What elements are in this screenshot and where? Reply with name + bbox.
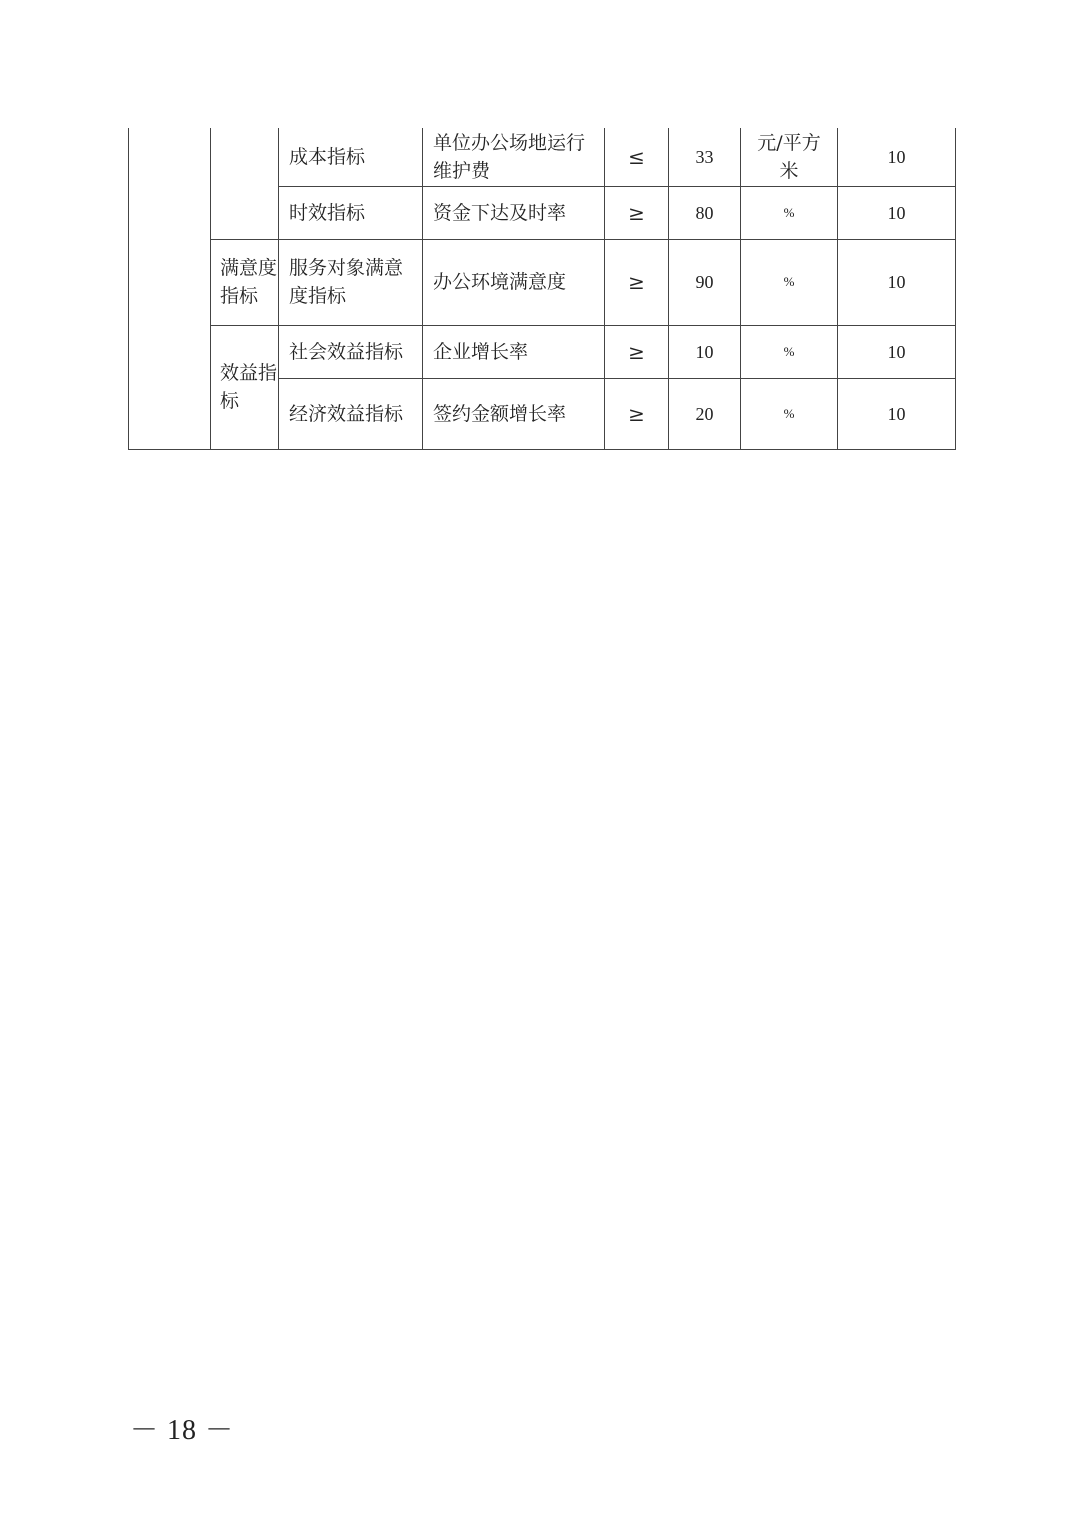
table-row [129, 325, 956, 378]
indicator-name-cell: 企业增长率 [423, 325, 605, 378]
level2-category-cell: 效益指标 [211, 325, 279, 449]
score-cell: 10 [838, 378, 956, 449]
unit-cell: % [741, 239, 838, 325]
table-row [129, 128, 956, 186]
target-value-cell: 33 [669, 128, 741, 186]
indicator-name-cell: 单位办公场地运行维护费 [423, 128, 605, 186]
indicator-name-cell: 资金下达及时率 [423, 186, 605, 239]
level1-category-cell [129, 128, 211, 449]
target-value-cell: 10 [669, 325, 741, 378]
target-value-cell: 80 [669, 186, 741, 239]
page-number: － 18 － [130, 1415, 235, 1446]
level3-category-cell: 时效指标 [279, 186, 423, 239]
level2-category-cell: 满意度指标 [211, 239, 279, 325]
unit-cell: % [741, 325, 838, 378]
operator-cell: ≥ [605, 186, 669, 239]
level3-category-cell: 成本指标 [279, 128, 423, 186]
operator-cell: ≥ [605, 378, 669, 449]
operator-cell: ≤ [605, 128, 669, 186]
indicator-name-cell: 办公环境满意度 [423, 239, 605, 325]
table-row [129, 239, 956, 325]
performance-indicator-table [128, 128, 956, 450]
indicator-name-cell: 签约金额增长率 [423, 378, 605, 449]
unit-cell: % [741, 186, 838, 239]
operator-cell: ≥ [605, 239, 669, 325]
operator-cell: ≥ [605, 325, 669, 378]
level3-category-cell: 经济效益指标 [279, 378, 423, 449]
score-cell: 10 [838, 239, 956, 325]
score-cell: 10 [838, 325, 956, 378]
unit-cell: 元/平方米 [741, 128, 838, 186]
target-value-cell: 90 [669, 239, 741, 325]
target-value-cell: 20 [669, 378, 741, 449]
unit-cell: % [741, 378, 838, 449]
level3-category-cell: 社会效益指标 [279, 325, 423, 378]
level2-category-cell [211, 128, 279, 239]
score-cell: 10 [838, 186, 956, 239]
level3-category-cell: 服务对象满意度指标 [279, 239, 423, 325]
score-cell: 10 [838, 128, 956, 186]
